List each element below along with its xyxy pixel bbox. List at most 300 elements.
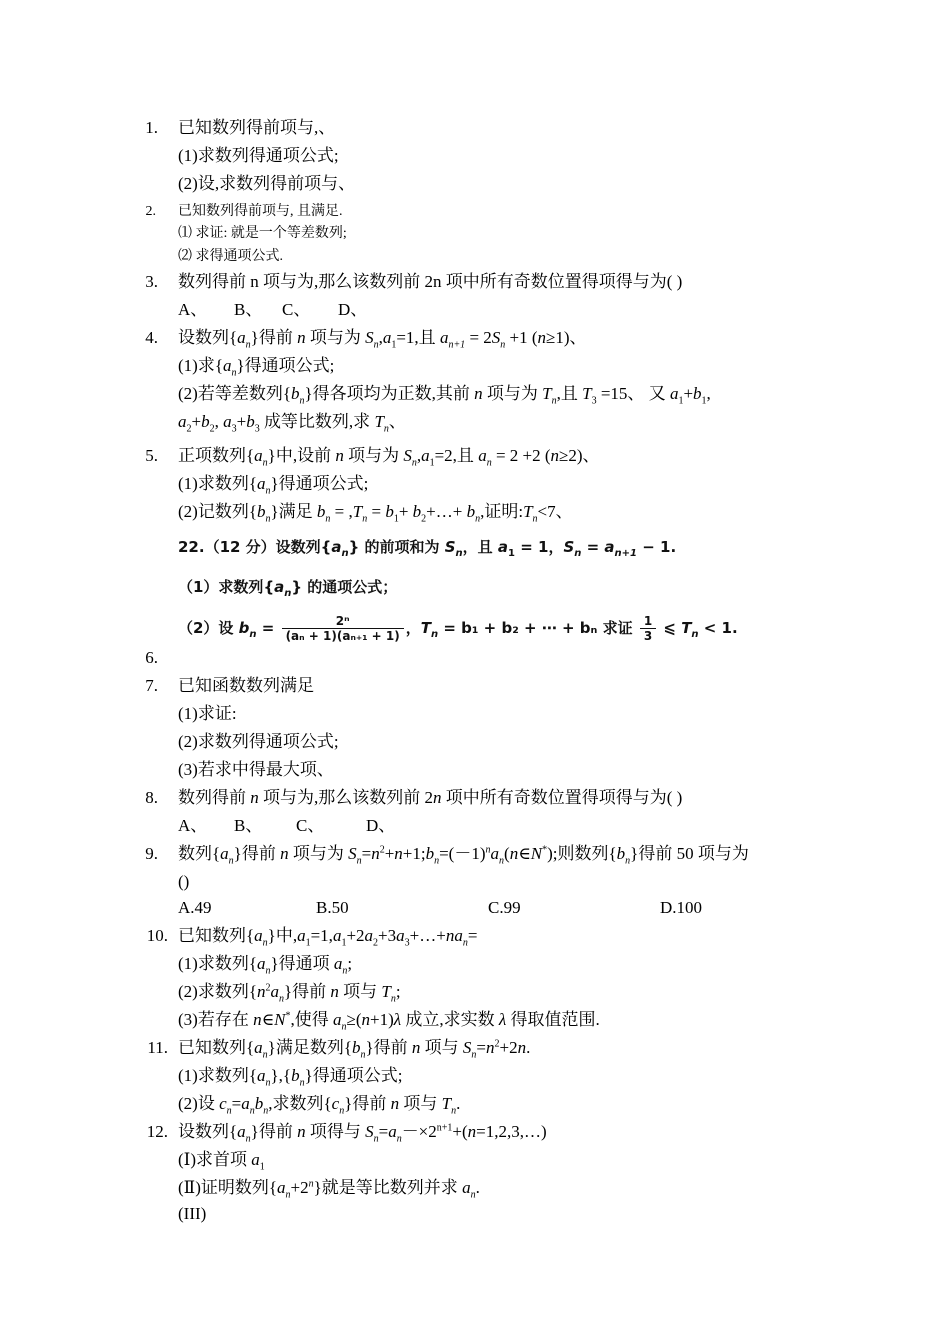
math-symbol: n [262,1049,268,1061]
math-symbol: a [388,1122,397,1141]
math-symbol: n [550,446,560,465]
subscript: 2 [373,937,379,949]
subscript: 1 [508,548,515,559]
math-symbol: n [474,384,483,403]
text-segment: =2,且 [434,446,479,465]
math-symbol: b [352,1038,361,1057]
math-symbol: n [373,1133,379,1145]
math-symbol: n [486,457,492,469]
text-segment: (1)求数列{ [178,474,257,493]
problem-number: 10. [146,926,168,945]
subscript: 1 [678,395,684,407]
math-symbol: n [325,513,331,525]
math-symbol: T [441,1094,452,1113]
math-symbol: n [433,788,442,807]
subscript: 1 [701,395,707,407]
math-symbol: n [265,965,271,977]
math-symbol: b [425,844,435,863]
subscript: 3 [254,423,260,435]
text-segment: = 2 +2 ( [491,446,551,465]
text-segment: = [467,926,478,945]
math-symbol: S [403,446,412,465]
math-symbol: a [331,538,342,556]
scan-fraction [282,614,404,643]
text-segment: +1 ( [505,328,538,347]
math-symbol: a [439,328,449,347]
math-symbol: a [254,926,263,945]
math-symbol: n [253,1010,262,1029]
text-segment: 项与为 [482,384,543,403]
math-symbol: a [178,412,187,431]
problem-number: 1. [145,118,158,137]
text-segment: }得前 [250,1122,298,1141]
math-symbol: n [299,395,305,407]
problem-1-part-1: (1)求数列得通项公式; [178,146,339,165]
math-symbol: a [421,446,430,465]
text-segment: = [378,1122,389,1141]
math-symbol: n [411,1038,421,1057]
subscript [691,629,698,640]
math-symbol: a [251,1150,260,1169]
math-symbol: n [445,926,455,945]
text-segment: . [475,1178,480,1197]
text-segment: ( [504,844,510,863]
text-segment: （2）设 [178,619,239,637]
text-segment: ,求数列{ [268,1094,332,1113]
text-segment: =(－1) [439,844,486,863]
math-symbol: S [491,328,501,347]
math-symbol: n [532,513,538,525]
math-symbol: n [390,993,396,1005]
superscript: 2 [379,844,385,856]
text-segment: ,且 [556,384,583,403]
math-symbol: n [500,339,506,351]
scan-line-2 [178,576,397,597]
text-segment: = 2 [465,328,492,347]
text-segment: 成等比数列,求 [259,412,375,431]
math-symbol: S [365,328,374,347]
text-segment: }中, [267,926,298,945]
math-symbol: n [297,1122,306,1141]
text-segment: 设数列{ [178,1122,238,1141]
text-segment: }得通项公式; [236,356,335,375]
math-symbol: a [454,926,463,945]
problem-number: 2. [145,204,156,219]
math-symbol: a [222,356,232,375]
problem-text: 已知函数数列满足 [178,676,314,695]
problem-text: 已知数列得前项与, 且满足. [178,204,343,219]
math-symbol: N [530,844,543,863]
text-segment: +( [452,1122,468,1141]
subscript: 1 [305,937,311,949]
math-symbol: n [249,1105,255,1117]
problem-9-paren: () [178,872,190,891]
problem-9-stem [145,842,749,867]
text-segment: 1 [640,614,656,629]
problem-1-part-2: (2)设,求数列得前项与、 [178,174,356,193]
problem-7-part-1: (1)求证: [178,704,237,723]
problem-5-stem [145,444,600,469]
text-segment: 数列{ [178,844,221,863]
math-symbol: b [693,384,702,403]
text-segment: ,证明: [480,502,524,521]
problem-12-part-1 [178,1148,265,1172]
math-symbol: n [341,1021,347,1033]
math-symbol: a [382,328,392,347]
math-symbol: n [265,513,271,525]
math-symbol: S [563,538,575,556]
text-segment: ⩽ [658,619,682,637]
option-c: C.99 [488,898,521,917]
subscript: 1 [341,937,347,949]
option-a: A、 [178,816,208,835]
problem-4-stem [145,326,587,351]
text-segment: +2 [290,1178,309,1197]
math-symbol: a [396,926,405,945]
math-symbol: n [284,588,292,599]
problem-number: 7. [145,676,158,695]
subscript: 3 [231,423,237,435]
text-segment: +3 [378,926,397,945]
text-segment: 设数列{ [178,328,238,347]
text-segment: (1)求数列{ [178,954,257,973]
math-symbol: n [341,548,349,559]
text-segment: +2 [499,1038,518,1057]
subscript: 1 [429,457,435,469]
text-segment: ; [395,982,401,1001]
text-segment: , [378,328,383,347]
problem-3-stem [145,270,683,294]
math-symbol: n [574,548,582,559]
problem-9-options [178,896,702,920]
option-d: D、 [366,816,396,835]
text-segment: 、 [388,412,406,431]
text-segment: . [526,1038,531,1057]
problem-number: 9. [145,844,158,863]
math-symbol: n [625,855,631,867]
option-b: B、 [234,816,263,835]
math-symbol: n [265,485,271,497]
text-segment: (1)求数列{ [178,1066,257,1085]
text-segment: +1) [370,1010,394,1029]
subscript [448,339,465,350]
text-segment: }得通项 [270,954,334,973]
math-symbol: n [462,937,468,949]
text-segment: }满足 [270,502,317,521]
text-segment: + [384,844,395,863]
math-symbol: n+1 [448,339,466,351]
text-segment: +1; [402,844,426,863]
subscript [615,548,637,559]
math-symbol: n [278,993,284,1005]
math-symbol: n [356,855,362,867]
math-symbol: a [256,1066,266,1085]
subscript: 2 [186,423,192,435]
math-symbol: a [333,954,343,973]
math-symbol: n [256,982,266,1001]
math-symbol: a [254,446,263,465]
text-segment: (2)设 [178,1094,220,1113]
text-segment: +2 [346,926,365,945]
text-segment: }得各项均为正数,其前 [304,384,475,403]
superscript: * [542,844,548,856]
math-symbol: n [451,1105,457,1117]
problem-7-part-2: (2)求数列得通项公式; [178,732,339,751]
text-segment: = [476,1038,487,1057]
text-segment: 项与 [399,1094,442,1113]
text-segment: =1, [310,926,333,945]
scan-line-1 [178,536,676,557]
math-symbol: n [226,1105,232,1117]
math-symbol: n+1 [614,548,637,559]
subscript [341,548,348,559]
text-segment: （1）求数列{ [178,578,275,596]
math-symbol: a [270,982,279,1001]
text-segment: ∈ [518,844,531,863]
math-symbol: n [330,982,339,1001]
problem-4-part-2-cont: $a_2+b_2$, $a_3+b_3$ 成等比数列,求 $T_n$、 [178,412,406,435]
scan-line-3 [178,614,738,643]
problem-number: 3. [145,272,158,291]
math-symbol: n [262,937,268,949]
option-d: D.100 [660,898,703,917]
text-segment: = 1， [515,538,564,556]
text-segment: <7、 [537,502,573,521]
problem-5-part-1 [178,472,368,496]
text-segment: ，且 [462,538,498,556]
math-symbol: b [254,1094,264,1113]
problem-4-part-1 [178,354,334,378]
problem-4-part-2: (2)若等差数列$\{b_n\}$得各项均为正数,其前 n 项与为 $T_n$,且 $T_3 =15$、 又 $a_1+b_1$, [178,384,711,407]
math-symbol: n [231,367,237,379]
math-symbol: n [485,844,491,856]
math-symbol: a [364,926,374,945]
problem-2-stem [145,200,343,224]
subscript [249,629,256,640]
math-symbol: n [361,1010,371,1029]
math-symbol: N [274,1010,286,1029]
text-segment: 3 [643,629,653,643]
text-segment: }就是等比数列并求 [313,1178,463,1197]
text-segment: }得前 [344,1094,391,1113]
text-segment: }得前 [233,844,281,863]
math-symbol: n [249,629,257,640]
text-segment: (2)求数列{ [178,982,257,1001]
scan-fraction-third [640,614,656,643]
math-symbol: a [478,446,487,465]
math-symbol: a [462,1178,471,1197]
problem-number: 5. [145,446,158,465]
subscript: 1 [259,1161,265,1173]
math-symbol: b [466,502,476,521]
problem-5-part-2: (2)记数列$\{b_n\}$满足 $b_n = ,T_n = b_1+$ $b_2+\dots+ b_n$,证明$:T_n<7$、 [178,502,573,525]
math-symbol: S [348,844,357,863]
text-segment: =1,且 [396,328,440,347]
text-segment: 成立,求实数 [401,1010,499,1029]
math-symbol: n [537,328,547,347]
math-symbol: b [385,502,394,521]
math-symbol: n [475,513,481,525]
math-symbol: a [256,474,266,493]
text-segment: }满足数列{ [267,1038,352,1057]
text-segment: . [456,1094,461,1113]
math-symbol: b [412,502,422,521]
text-segment: 得取值范围. [506,1010,600,1029]
math-symbol: S [462,1038,472,1057]
problem-number: 4. [145,328,158,347]
subscript: 3 [591,395,597,407]
text-segment: = [581,538,605,556]
option-c: C、 [282,300,311,319]
superscript: * [285,1010,291,1022]
math-symbol: b [616,844,626,863]
text-segment: 项与 [420,1038,463,1057]
math-symbol: a [274,578,285,596]
text-segment: − 1. [637,538,677,556]
math-symbol: n [263,1105,269,1117]
text-segment: (1)求{ [178,356,223,375]
text-segment: 项与为 [305,328,366,347]
option-b: B.50 [316,898,349,917]
math-symbol: n [245,339,251,351]
text-segment: }得前 50 项与为 [630,844,749,863]
text-segment: < 1. [698,619,738,637]
math-symbol: n [394,844,403,863]
math-symbol: n [411,457,417,469]
math-symbol: T [352,502,363,521]
problem-10-stem [146,924,478,949]
text-segment: }得前 [365,1038,412,1057]
math-symbol: c [331,1094,340,1113]
problem-10-part-2 [178,980,401,1004]
superscript: 2 [494,1038,500,1050]
problem-number: 6. [145,648,158,667]
math-symbol: n [285,1189,291,1201]
math-symbol: b [291,1066,300,1085]
math-symbol: b [238,619,250,637]
problem-2-part-1: ⑴ 求证: 就是一个等差数列; [178,226,347,241]
problem-11-part-1 [178,1064,402,1088]
math-symbol: T [681,619,692,637]
text-segment: 项与为 [343,446,404,465]
superscript: 2 [265,982,271,994]
problem-8-stem [145,786,683,810]
text-segment: = [361,844,372,863]
subscript: 3 [404,937,410,949]
math-symbol: n [467,1122,477,1141]
text-segment: 项与 [338,982,382,1001]
text-segment: (3)若存在 [178,1010,254,1029]
math-symbol: b [201,412,210,431]
math-symbol: n [299,1077,305,1089]
math-symbol: n [431,629,439,640]
text-segment: },{ [270,1066,292,1085]
problem-10-part-3 [178,1008,600,1032]
math-symbol: n [335,446,344,465]
subscript: 2 [421,513,427,525]
problem-number: 12. [146,1122,168,1141]
math-symbol: n [551,395,557,407]
math-symbol: a [332,926,342,945]
text-segment: +…+ [409,926,446,945]
option-a: A、 [178,300,208,319]
math-symbol: n [499,855,505,867]
math-symbol: a [333,1010,342,1029]
text-segment: 项与为,那么该数列前 2 [258,788,433,807]
math-symbol: n [250,788,259,807]
math-symbol: n [308,1178,314,1190]
problem-10-part-1 [178,952,352,976]
math-symbol: b [256,502,266,521]
problem-1-stem [145,116,336,140]
math-symbol: n [390,1094,400,1113]
text-segment: }得前 [250,328,298,347]
problem-12-stem [146,1120,547,1145]
text-segment: ≥2)、 [559,446,600,465]
math-symbol: n [396,1133,402,1145]
math-symbol: n [471,1049,477,1061]
math-symbol: a [497,538,509,556]
text-segment: ， [405,619,421,637]
text-segment: 2ⁿ [282,614,404,629]
option-b: B、 [234,300,263,319]
problem-11-stem [147,1036,531,1061]
math-symbol: n [297,328,306,347]
math-symbol: n [362,513,368,525]
subscript: 2 [209,423,215,435]
math-symbol: b [246,412,255,431]
math-symbol: b [316,502,326,521]
text-segment: ∈ [261,1010,275,1029]
math-symbol: a [237,328,246,347]
text-segment: (2)记数列{ [178,502,257,521]
text-segment: =1,2,3,…) [476,1122,547,1141]
problem-number: 8. [145,788,158,807]
text-segment: 项中所有奇数位置得项得与为( ) [441,788,683,807]
text-segment: 数列得前 [178,788,251,807]
math-symbol: n [280,844,289,863]
math-symbol: a [223,412,232,431]
text-segment: } 的前项和为 [348,538,445,556]
problem-text: 数列得前 n 项与为,那么该数列前 2n 项中所有奇数位置得项得与为( ) [178,272,683,291]
text-segment: 已知数列{ [178,926,255,945]
math-symbol: n [509,844,519,863]
text-segment: 项得与 [305,1122,366,1141]
text-segment: }中,设前 [267,446,336,465]
text-segment: ; [347,954,353,973]
math-symbol: S [444,538,456,556]
math-symbol: λ [498,1010,507,1029]
math-symbol: a [256,954,266,973]
math-symbol: n [691,629,699,640]
math-symbol: n [455,548,463,559]
math-symbol: n [342,965,348,977]
text-segment: (2)若等差数列{ [178,384,291,403]
math-symbol: a [604,538,615,556]
math-symbol: n [373,339,379,351]
text-segment: }得前 [283,982,331,1001]
text-segment: }得通项公式; [270,474,369,493]
problem-12-part-2 [178,1176,480,1200]
text-segment: 已知数列{ [178,1038,255,1057]
math-symbol: λ [393,1010,402,1029]
text-segment: }得通项公式; [304,1066,403,1085]
text-segment: (aₙ + 1)(aₙ₊₁ + 1) [285,629,400,643]
problem-8-options [178,814,395,838]
math-symbol: a [241,1094,250,1113]
option-d: D、 [338,300,368,319]
subscript [456,548,463,559]
